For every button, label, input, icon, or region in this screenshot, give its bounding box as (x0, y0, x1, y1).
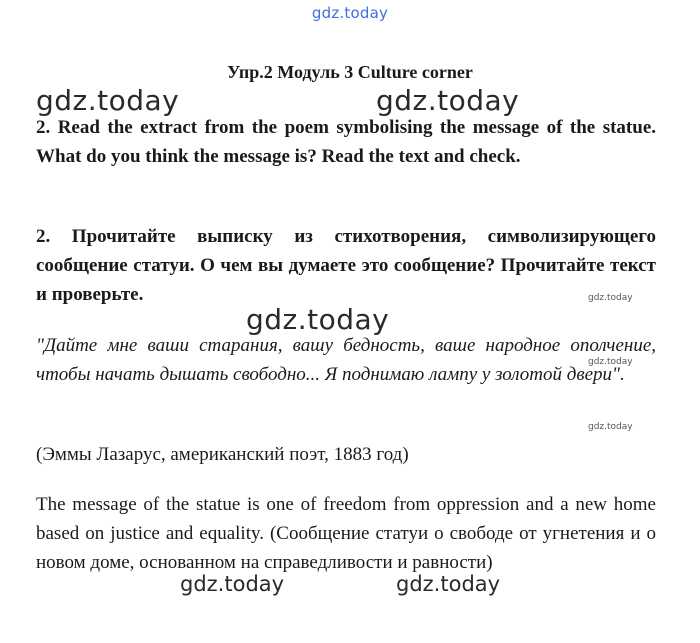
task-russian: 2. Прочитайте выписку из стихотворения, символизирующего сообщение статуи. О чем вы думаете это сообщение? Прочитайте текст и проверьте. (36, 226, 656, 305)
watermark-large-right: gdz.today (376, 84, 520, 117)
watermark-large-left: gdz.today (36, 84, 180, 117)
watermark-bottom-left: gdz.today (180, 572, 285, 596)
watermark-small-1: gdz.today (588, 293, 633, 303)
task-english: 2. Read the extract from the poem symbolising the message of the statue. What do you think the message is? Read the text and check. (36, 117, 656, 167)
watermark-small-2: gdz.today (588, 357, 633, 367)
poem-extract: "Дайте мне ваши старания, вашу бедность, ваше народное ополчение, чтобы начать дышать свободно... Я поднимаю лампу у золотой двери". (36, 335, 656, 385)
watermark-center: gdz.today (246, 303, 390, 336)
answer-text: The message of the statue is one of freedom from oppression and a new home based on justice and equality. (Сообщение статуи о свободе от угнетения и о новом доме, основанном на справедливости и равности) (36, 494, 656, 573)
exercise-heading: Упр.2 Модуль 3 Culture corner (227, 62, 473, 82)
watermark-small-3: gdz.today (588, 422, 633, 432)
poem-author: (Эммы Лазарус, американский поэт, 1883 год) (36, 444, 409, 465)
top-watermark: gdz.today (311, 4, 389, 22)
watermark-bottom-right: gdz.today (396, 572, 501, 596)
